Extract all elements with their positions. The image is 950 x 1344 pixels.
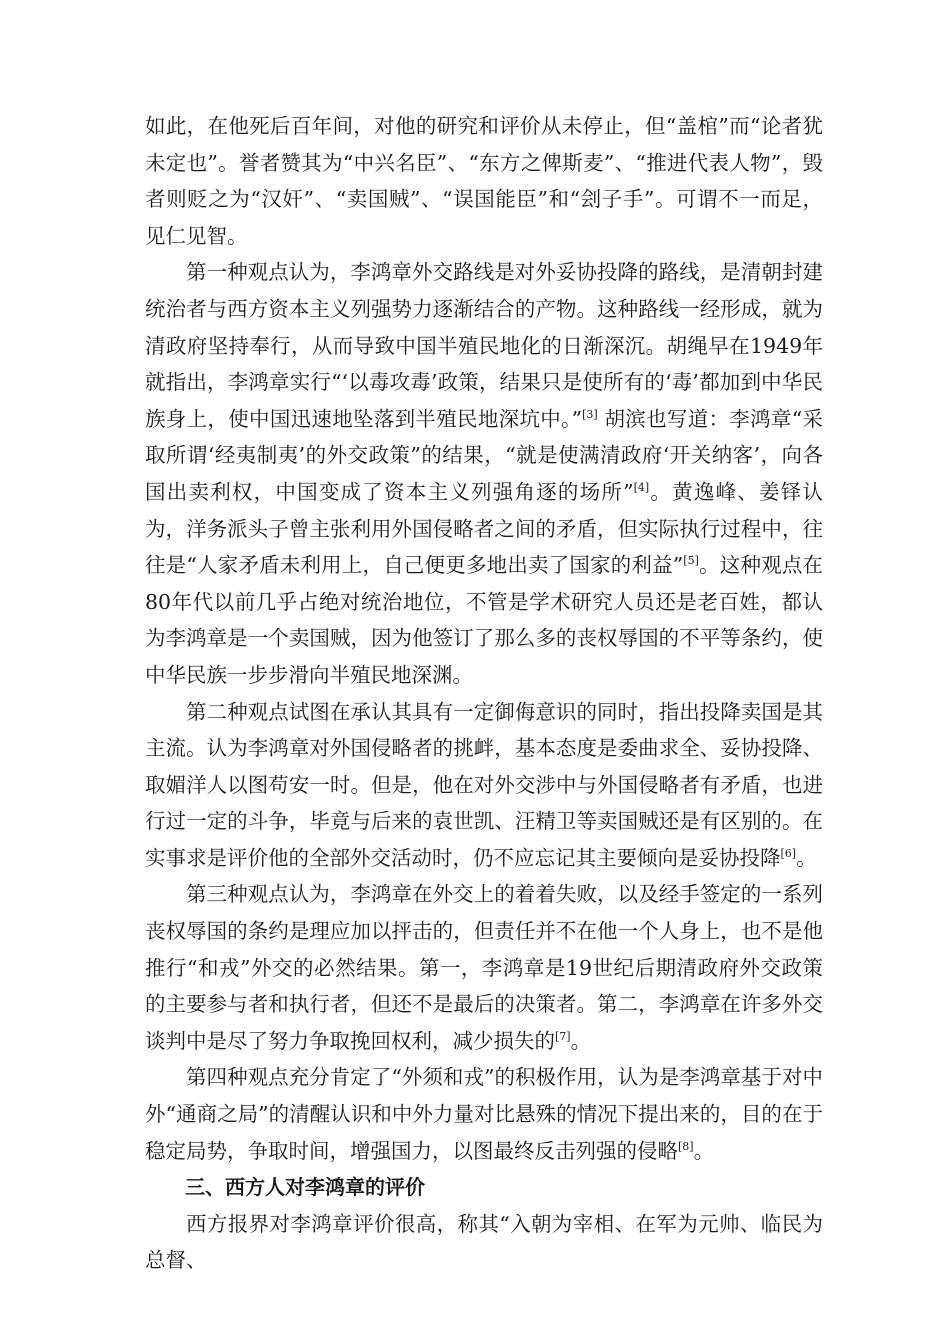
citation-marker: [5] xyxy=(683,554,699,568)
section-heading xyxy=(145,1169,823,1206)
text-run: 。 xyxy=(796,845,817,870)
paragraph xyxy=(145,694,823,877)
text-run: 第一种观点认为，李鸿章外交路线是对外妥协投降的路线，是清朝封建统治者与西方资本主义列强势力逐渐结合的产物。这种路线一经形成，就为清政府坚持奉行，从而导致中国半殖民地化的日渐深沉。胡绳早在1949年就指出，李鸿章实行“‘以毒攻毒’政策，结果只是使所有的‘毒’都加到中华民族身上，使中国迅速地坠落到半殖民地深坑中。” xyxy=(145,260,823,431)
article-body xyxy=(145,108,823,1279)
paragraph xyxy=(145,1206,823,1279)
text-run: 如此，在他死后百年间，对他的研究和评价从未停止，但“盖棺”而“论者犹未定也”。誉者赞其为“中兴名臣”、“东方之俾斯麦”、“推进代表人物”，毁者则贬之为“汉奸”、“卖国贼”、“误国能臣”和“刽子手”。可谓不一而足，见仁见智。 xyxy=(145,114,823,248)
citation-marker: [7] xyxy=(555,1029,571,1043)
citation-marker: [8] xyxy=(678,1139,694,1153)
paragraph xyxy=(145,876,823,1059)
text-run: 胡滨也写道：李鸿章“采取所谓‘经夷制夷’的外交政策”的结果，“就是使满清政府‘开关纳客’，向各国出卖利权，中国变成了资本主义列强角逐的场所” xyxy=(145,406,823,504)
citation-marker: [3] xyxy=(582,407,598,421)
text-run: 第四种观点充分肯定了“外须和戎”的积极作用，认为是李鸿章基于对中外“通商之局”的清醒认识和中外力量对比悬殊的情况下提出来的，目的在于稳定局势，争取时间，增强国力，以图最终反击列强的侵略 xyxy=(145,1065,823,1163)
citation-marker: [6] xyxy=(780,846,797,860)
text-run: 三、西方人对李鸿章的评价 xyxy=(185,1175,425,1200)
text-run: 西方报界对李鸿章评价很高，称其“入朝为宰相、在军为元帅、临民为总督、 xyxy=(145,1211,823,1273)
text-run: 。 xyxy=(570,1028,592,1053)
text-run: 第三种观点认为，李鸿章在外交上的着着失败，以及经手签定的一系列丧权辱国的条约是理应加以抨击的，但责任并不在他一个人身上，也不是他推行“和戎”外交的必然结果。第一，李鸿章是19世纪后期清政府外交政策的主要参与者和执行者，但还不是最后的决策者。第二，李鸿章在许多外交谈判中是尽了努力争取挽回权利，减少损失的 xyxy=(145,882,823,1053)
paragraph xyxy=(145,254,823,693)
text-run: 第二种观点试图在承认其具有一定御侮意识的同时，指出投降卖国是其主流。认为李鸿章对外国侵略者的挑衅，基本态度是委曲求全、妥协投降、取媚洋人以图苟安一时。但是，他在对外交涉中与外国侵略者有矛盾，也进行过一定的斗争，毕竟与后来的袁世凯、汪精卫等卖国贼还是有区别的。在实事求是评价他的全部外交活动时，仍不应忘记其主要倾向是妥协投降 xyxy=(145,699,823,870)
paragraph xyxy=(145,108,823,254)
text-run: 。这种观点在80年代以前几乎占绝对统治地位，不管是学术研究人员还是老百姓，都认为李鸿章是一个卖国贼，因为他签订了那么多的丧权辱国的不平等条约，使中华民族一步步滑向半殖民地深渊。 xyxy=(145,553,824,687)
paragraph xyxy=(145,1059,823,1169)
text-run: 。 xyxy=(693,1138,715,1163)
citation-marker: [4] xyxy=(633,480,650,494)
text-run: 。黄逸峰、姜铎认为，洋务派头子曾主张利用外国侵略者之间的矛盾，但实际执行过程中，往往是“人家矛盾未利用上，自己便更多地出卖了国家的利益” xyxy=(145,479,824,578)
